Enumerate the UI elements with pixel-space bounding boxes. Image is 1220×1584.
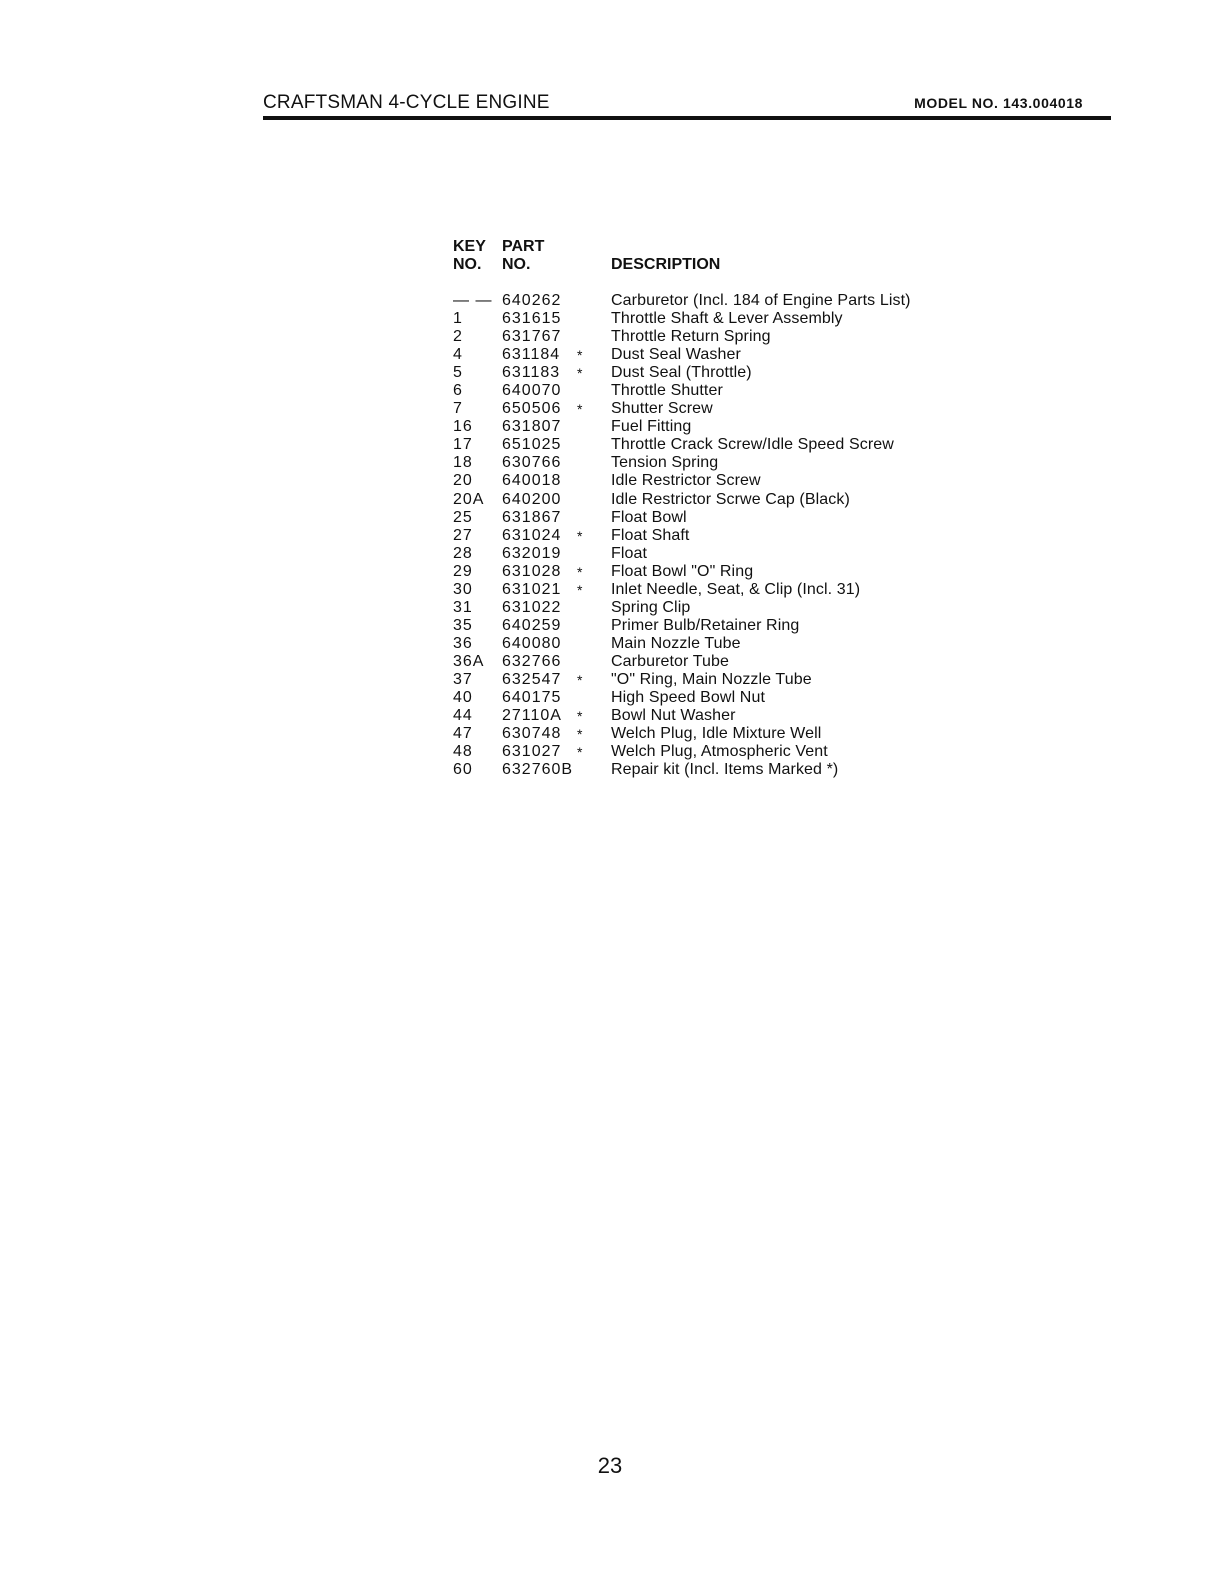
table-row <box>453 436 1013 454</box>
key-no: 36 <box>453 634 473 652</box>
table-row <box>453 545 1013 563</box>
part-no: 631184 <box>502 346 561 364</box>
key-no: 18 <box>453 454 473 472</box>
part-no-header: PART NO. <box>502 238 545 273</box>
part-no: 631615 <box>502 310 562 328</box>
key-no: 1 <box>453 310 463 328</box>
repair-kit-mark: * <box>577 671 583 688</box>
table-row <box>453 689 1013 707</box>
key-no: 2 <box>453 328 463 346</box>
table-row <box>453 761 1013 779</box>
part-no: 630748 <box>502 725 562 743</box>
key-no: 48 <box>453 743 473 761</box>
key-no: — — <box>453 292 493 309</box>
description: Float Bowl "O" Ring <box>611 562 754 580</box>
part-no: 640259 <box>502 616 562 634</box>
part-no: 632760B <box>502 761 574 779</box>
key-no: 4 <box>453 346 463 364</box>
table-row <box>453 707 1013 725</box>
description: Float Bowl <box>611 508 687 526</box>
key-no: 20 <box>453 472 473 490</box>
header-rule <box>263 116 1111 120</box>
repair-kit-mark: * <box>577 347 583 364</box>
page-number: 23 <box>597 1453 623 1478</box>
repair-kit-mark: * <box>577 563 583 580</box>
key-no: 6 <box>453 382 463 400</box>
key-no-header: KEY NO. <box>453 238 486 273</box>
part-no: 631024 <box>502 526 562 544</box>
part-no: 640018 <box>502 472 562 490</box>
repair-kit-mark: * <box>577 581 583 598</box>
description: Throttle Crack Screw/Idle Speed Screw <box>611 436 894 454</box>
part-no: 640080 <box>502 634 562 652</box>
key-no: 20A <box>453 490 485 508</box>
description: Carburetor (Incl. 184 of Engine Parts List) <box>611 292 911 309</box>
part-no: 632766 <box>502 652 562 670</box>
description: High Speed Bowl Nut <box>611 689 765 707</box>
table-row <box>453 743 1013 761</box>
key-no: 31 <box>453 598 473 616</box>
document-title: CRAFTSMAN 4-CYCLE ENGINE <box>263 92 550 113</box>
key-no: 44 <box>453 707 473 725</box>
description: Inlet Needle, Seat, & Clip (Incl. 31) <box>611 580 861 598</box>
description: Shutter Screw <box>611 400 713 418</box>
key-no: 60 <box>453 761 473 779</box>
description: Dust Seal Washer <box>611 346 741 364</box>
table-row <box>453 599 1013 617</box>
repair-kit-mark: * <box>577 527 583 544</box>
table-row <box>453 563 1013 581</box>
part-no: 631028 <box>502 562 562 580</box>
description-header: DESCRIPTION <box>611 256 721 273</box>
part-no: 632019 <box>502 544 562 562</box>
part-no: 640200 <box>502 490 562 508</box>
description: Dust Seal (Throttle) <box>611 364 752 382</box>
key-no: 35 <box>453 616 473 634</box>
description: Tension Spring <box>611 454 719 472</box>
description: Throttle Return Spring <box>611 328 771 346</box>
part-no: 650506 <box>502 400 562 418</box>
repair-kit-mark: * <box>577 365 583 382</box>
description: Float Shaft <box>611 526 690 544</box>
part-no: 651025 <box>502 436 562 454</box>
repair-kit-mark: * <box>577 726 583 743</box>
description: Float <box>611 544 648 562</box>
key-no: 28 <box>453 544 473 562</box>
description: Spring Clip <box>611 598 691 616</box>
key-no: 30 <box>453 580 473 598</box>
key-no: 40 <box>453 689 473 707</box>
description: Repair kit (Incl. Items Marked *) <box>611 761 839 779</box>
repair-kit-mark: * <box>577 744 583 761</box>
table-row <box>453 671 1013 689</box>
part-no: 631767 <box>502 328 562 346</box>
table-row <box>453 617 1013 635</box>
repair-kit-mark: * <box>577 708 583 725</box>
description: Idle Restrictor Scrwe Cap (Black) <box>611 490 850 508</box>
key-no: 27 <box>453 526 473 544</box>
key-no: 5 <box>453 364 463 382</box>
key-no: 16 <box>453 418 473 436</box>
description: Welch Plug, Atmospheric Vent <box>611 743 828 761</box>
key-no: 36A <box>453 652 485 670</box>
table-row <box>453 382 1013 400</box>
part-no: 631027 <box>502 743 562 761</box>
description: Throttle Shaft & Lever Assembly <box>611 310 843 328</box>
key-no: 37 <box>453 670 473 688</box>
table-row <box>453 472 1013 490</box>
parts-rows <box>453 292 1013 779</box>
table-row <box>453 328 1013 346</box>
key-no: 47 <box>453 725 473 743</box>
part-no: 640070 <box>502 382 562 400</box>
table-row <box>453 310 1013 328</box>
description: Carburetor Tube <box>611 652 730 670</box>
table-row <box>453 454 1013 472</box>
table-row <box>453 418 1013 436</box>
table-row <box>453 725 1013 743</box>
part-no: 640175 <box>502 689 562 707</box>
description: "O" Ring, Main Nozzle Tube <box>611 670 812 688</box>
part-no: 631022 <box>502 598 562 616</box>
table-row <box>453 400 1013 418</box>
part-no: 27110A <box>502 707 562 725</box>
model-number: MODEL NO. 143.004018 <box>914 95 1083 111</box>
part-no: 631183 <box>502 364 561 382</box>
table-row <box>453 509 1013 527</box>
table-row <box>453 346 1013 364</box>
part-no: 631021 <box>502 580 562 598</box>
description: Bowl Nut Washer <box>611 707 736 725</box>
part-no: 631867 <box>502 508 562 526</box>
table-row <box>453 292 1013 310</box>
key-no: 25 <box>453 508 473 526</box>
description: Main Nozzle Tube <box>611 634 741 652</box>
repair-kit-mark: * <box>577 401 583 418</box>
description: Primer Bulb/Retainer Ring <box>611 616 800 634</box>
part-no: 632547 <box>502 670 562 688</box>
description: Idle Restrictor Screw <box>611 472 761 490</box>
part-no: 630766 <box>502 454 562 472</box>
description: Fuel Fitting <box>611 418 692 436</box>
description: Throttle Shutter <box>611 382 723 400</box>
table-row <box>453 491 1013 509</box>
part-no: 631807 <box>502 418 562 436</box>
table-row <box>453 653 1013 671</box>
table-row <box>453 527 1013 545</box>
table-row <box>453 364 1013 382</box>
table-row <box>453 635 1013 653</box>
description: Welch Plug, Idle Mixture Well <box>611 725 822 743</box>
part-no: 640262 <box>502 292 562 309</box>
key-no: 29 <box>453 562 473 580</box>
key-no: 7 <box>453 400 463 418</box>
table-row <box>453 581 1013 599</box>
key-no: 17 <box>453 436 473 454</box>
